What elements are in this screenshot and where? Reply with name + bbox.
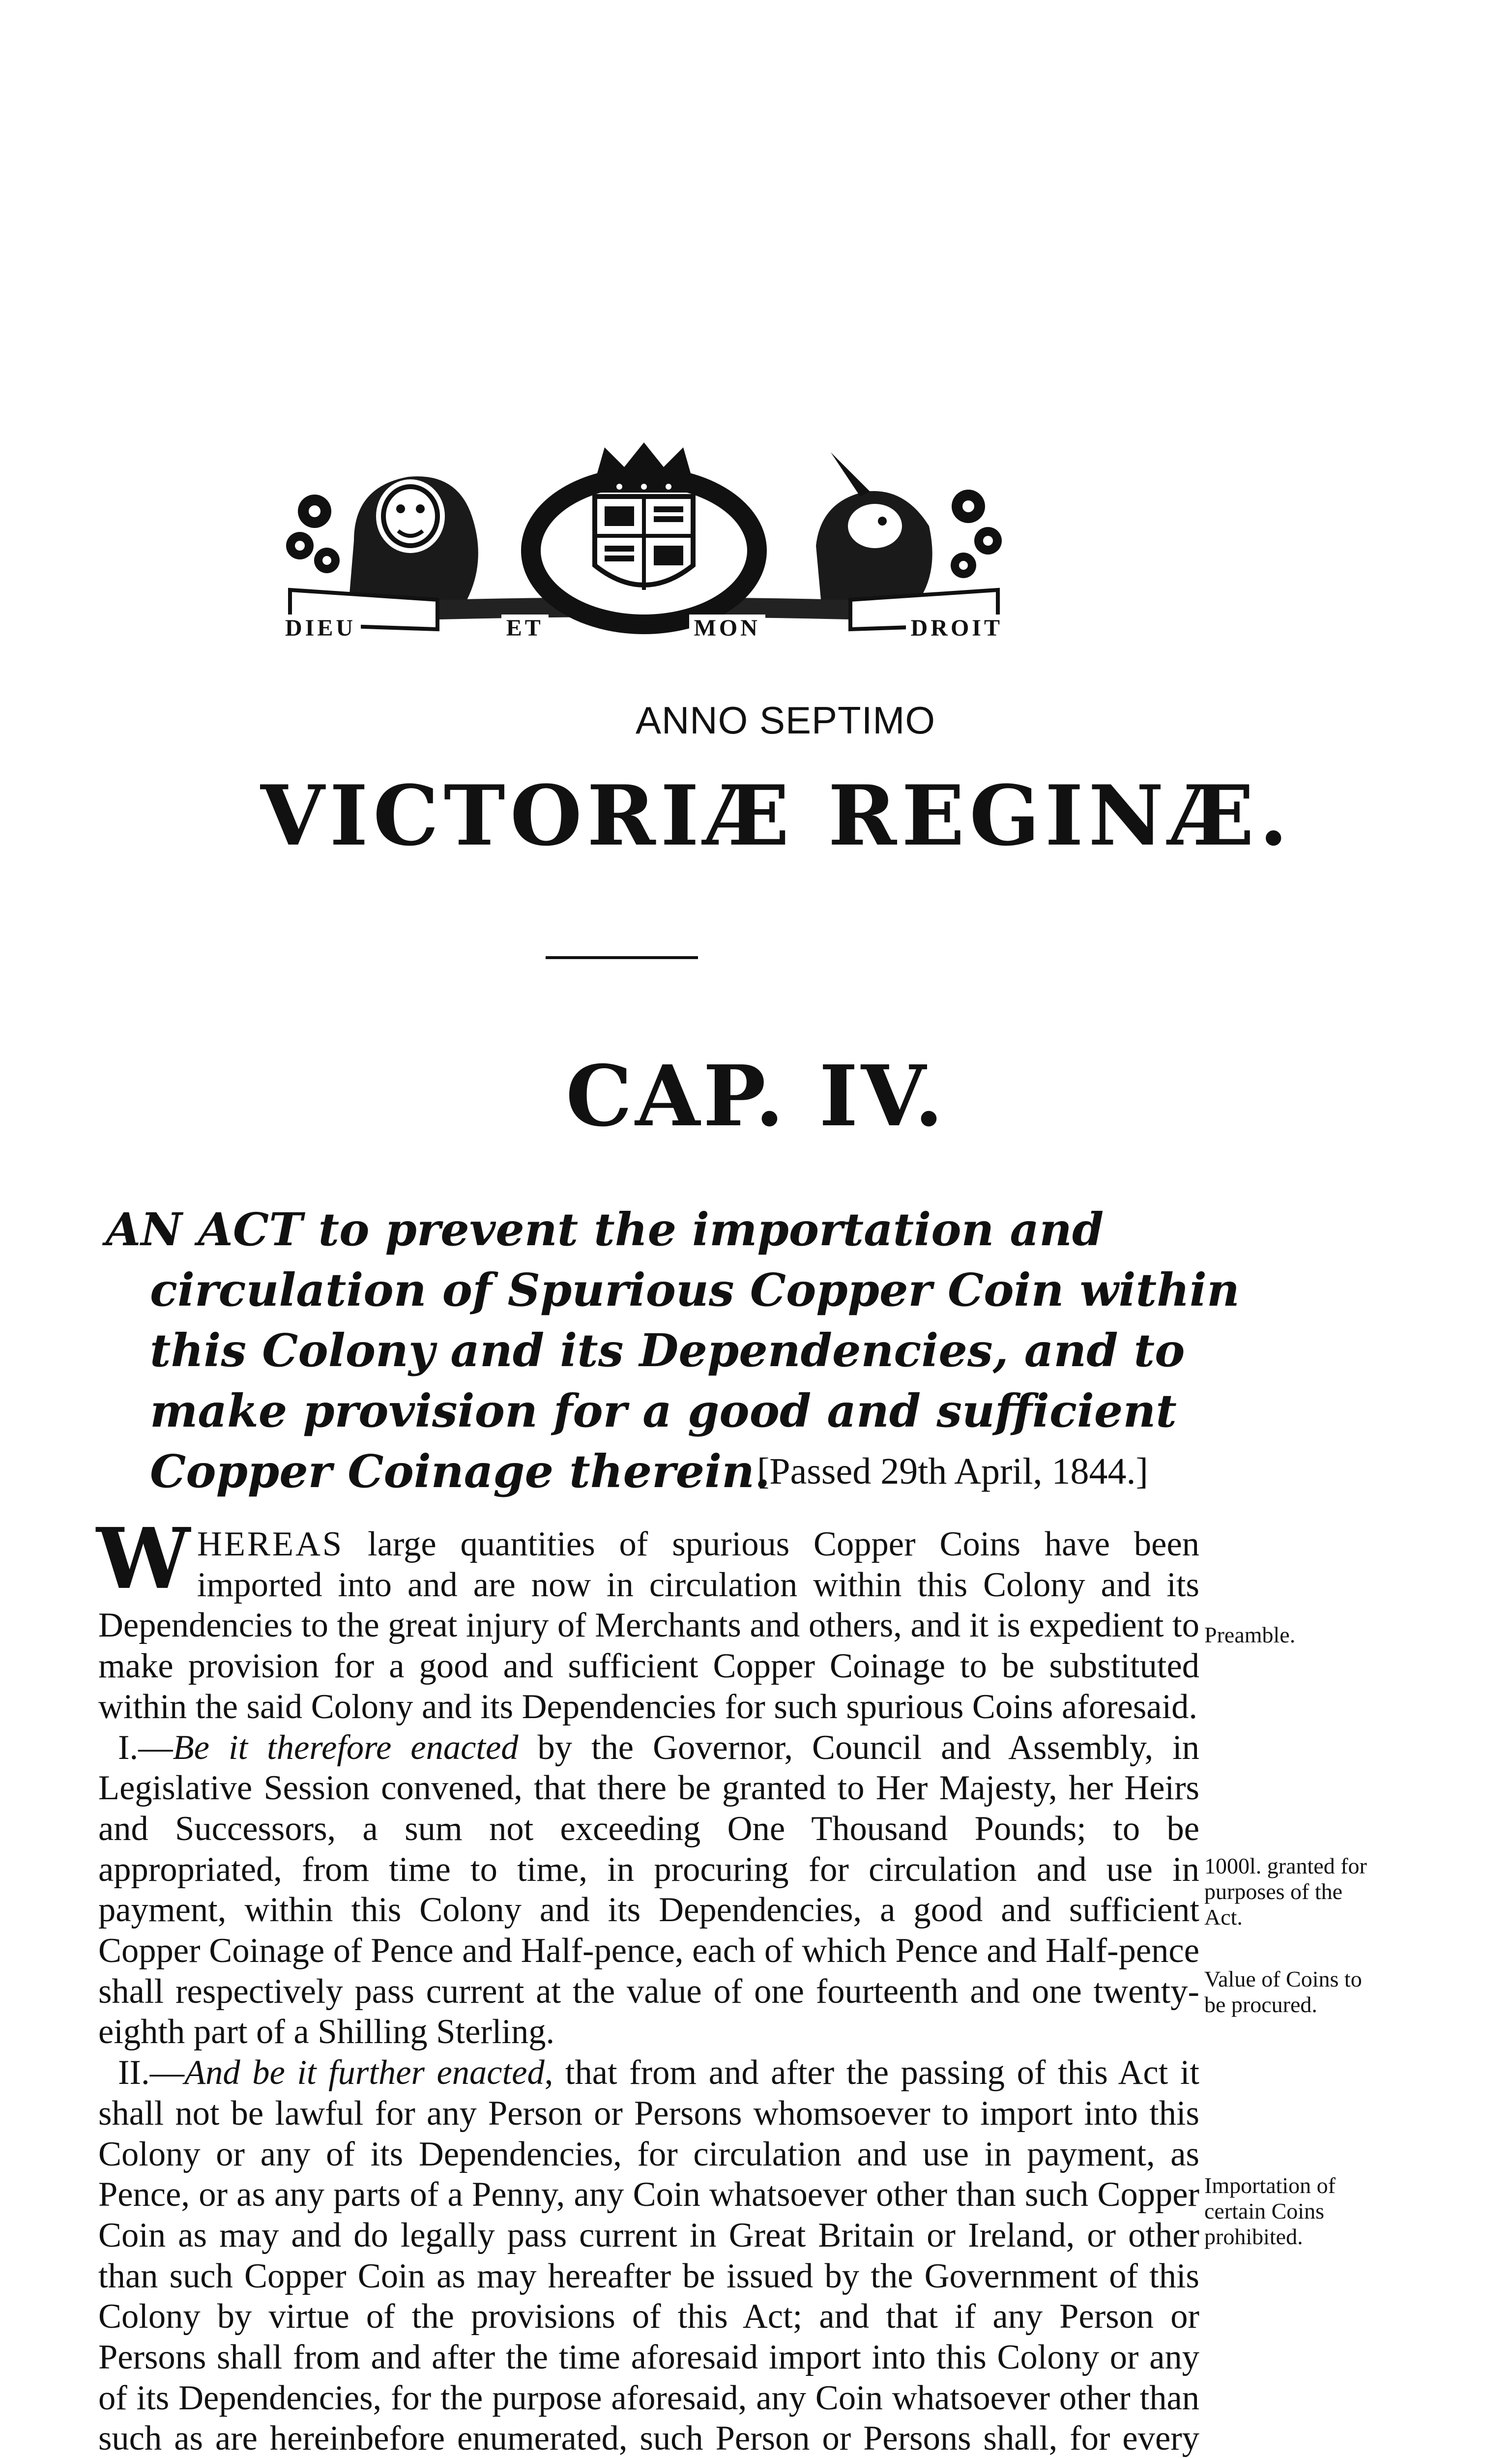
chapter-heading: CAP. IV. bbox=[565, 1047, 947, 1145]
passed-date: [Passed 29th April, 1844.] bbox=[757, 1451, 1148, 1492]
section-number: II.— bbox=[118, 2053, 185, 2092]
margin-note-value: Value of Coins to be procured. bbox=[1204, 1966, 1362, 2017]
section-2 bbox=[98, 2052, 1199, 2458]
section-text: , that from and after the passing of this Act it shall not be lawful for any Person or Persons whomsoever to import into this Colony or any of its Dependencies, for circulation and use in payment, as Pence, or as any parts of a Penny, any Coin whatsoever other than such Copper Coin as may and do legally pass current in Great Britain or Ireland, or other than such Copper Coin as may hereafter be issued by the Government of this Colony by virtue of the provisions of this Act; and that if any Person or Persons shall from and after the time aforesaid import into this Colony or any of its Dependencies, for the purpose aforesaid, any Coin whatsoever other than such as are hereinbefore enumerated, such Person or Persons shall, for every bbox=[98, 2053, 1199, 2458]
crest-motto bbox=[280, 614, 1008, 642]
act-title-first: AN bbox=[106, 1203, 182, 1256]
drop-cap: W bbox=[96, 1510, 190, 1608]
divider-rule bbox=[546, 956, 698, 959]
motto-word: MON bbox=[689, 614, 765, 642]
enacting-words: And be it further enacted bbox=[184, 2053, 545, 2092]
act-title-rest: ACT to prevent the importation and circulation of Spurious Copper Coin within this Colony and its Dependencies, and to make provision for a good and sufficient Copper Coinage therein. bbox=[150, 1203, 1240, 1498]
section-1 bbox=[98, 1727, 1199, 2053]
section-number: I.— bbox=[118, 1728, 173, 1767]
margin-note-preamble: Preamble. bbox=[1204, 1622, 1296, 1647]
motto-word: DROIT bbox=[906, 614, 1008, 642]
preamble-text: large quantities of spurious Copper Coins have been imported into and are now in circulation within this Colony and its Dependencies to the great injury of Merchants and others, and it is expedient to make provision for a good and sufficient Copper Coinage to be substituted within the said Colony and its Dependencies for such spurious Coins aforesaid. bbox=[98, 1525, 1199, 1726]
margin-note-importation: Importation of certain Coins prohibited. bbox=[1204, 2173, 1336, 2249]
royal-coat-of-arms bbox=[280, 442, 1008, 649]
enacting-words: Be it therefore enacted bbox=[173, 1728, 519, 1767]
motto-word: ET bbox=[501, 614, 549, 642]
motto-word: DIEU bbox=[280, 614, 361, 642]
act-body bbox=[96, 1510, 1199, 2458]
regnal-title: VICTORIÆ REGINÆ. bbox=[261, 767, 1293, 864]
anno-heading: ANNO SEPTIMO bbox=[635, 699, 936, 742]
preamble-caps: HEREAS bbox=[197, 1525, 344, 1563]
preamble-paragraph bbox=[96, 1510, 1199, 1727]
section-text: by the Governor, Council and Assembly, in Legislative Session convened, that there be granted to Her Majesty, her Heirs and Successors, a sum not exceeding One Thousand Pounds; to be appropriated, from time to time, in procuring for circulation and use in payment, within this Colony and its Dependencies, a good and sufficient Copper Coinage of Pence and Half-pence, each of which Pence and Half-pence shall respectively pass current at the value of one fourteenth and one twenty-eighth part of a Shilling Sterling. bbox=[98, 1728, 1199, 2051]
margin-note-granted: 1000l. granted for purposes of the Act. bbox=[1204, 1853, 1367, 1930]
